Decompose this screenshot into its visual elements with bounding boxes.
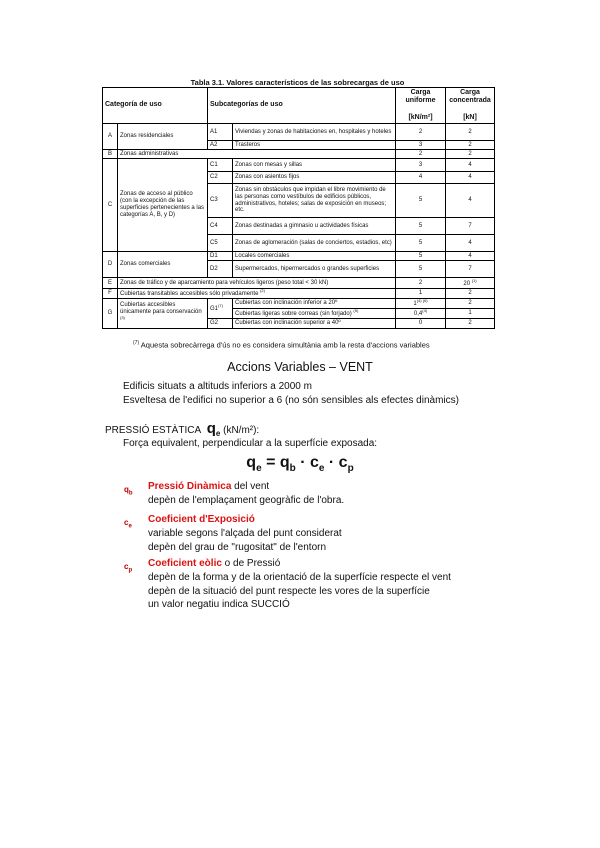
subcategory-desc: Zonas destinadas a gimnasio u actividades físicas: [233, 218, 396, 235]
subcategory-code: C3: [208, 184, 233, 218]
subcategory-code: A2: [208, 141, 233, 150]
concentrated-value: 4: [446, 252, 495, 261]
table-row: [103, 150, 495, 159]
concentrated-value: 2: [446, 124, 495, 141]
concentrated-value: 1: [446, 308, 495, 318]
concentrated-value: 2: [446, 150, 495, 159]
category-letter: D: [103, 252, 118, 278]
category-letter: E: [103, 278, 118, 289]
concentrated-value: 7: [446, 218, 495, 235]
table-row: [103, 159, 495, 172]
table-row: [103, 252, 495, 261]
pressure-description: Força equivalent, perpendicular a la superfície exposada:: [123, 438, 378, 449]
subcategory-desc: Cubiertas ligeras sobre correas (sin forjado) $^{(5)}$: [233, 308, 396, 318]
uniform-value: 4: [396, 172, 446, 184]
header-subcategory: Subcategorías de uso: [208, 88, 396, 124]
ce-line-2: depèn del grau de "rugositat" de l'entorn: [148, 542, 327, 553]
uniform-value: 2: [396, 278, 446, 289]
subcategory-desc: Zonas sin obstáculos que impidan el libre movimiento de las personas como vestíbulos de edificios públicos, administrativos, hoteles; salas de exposición en museos; etc.: [233, 184, 396, 218]
subcategory-code: A1: [208, 124, 233, 141]
header-concentrated: Carga concentrada [kN]: [446, 88, 495, 124]
concentrated-value: 4: [446, 184, 495, 218]
uniform-value: 1: [396, 289, 446, 299]
category-name: Zonas residenciales: [118, 124, 208, 150]
subcategory-desc: Viviendas y zonas de habitaciones en, hospitales y hoteles: [233, 124, 396, 141]
uniform-value: 5: [396, 235, 446, 252]
formula: $q_e = q_b \cdot c_e \cdot c_p$: [246, 454, 354, 475]
table-row: [103, 278, 495, 289]
category-name: Cubiertas accesibles únicamente para conservación $^{(3)}$: [118, 298, 208, 328]
subcategory-code: C2: [208, 172, 233, 184]
subcategory-code: D2: [208, 261, 233, 278]
subcategory-desc: Trasteros: [233, 141, 396, 150]
category-name: Cubiertas transitables accesibles sólo privadamente $^{(2)}$: [118, 289, 396, 299]
subcategory-code: C1: [208, 159, 233, 172]
subcategory-desc: Supermercados, hipermercados o grandes superficies: [233, 261, 396, 278]
table-footnote: $^{(7)}$ Aquesta sobrecàrrega d'ús no es considera simultània amb la resta d'accions variables: [133, 340, 430, 350]
ce-line-1: variable segons l'alçada del punt considerat: [148, 528, 342, 539]
category-name: Zonas administrativas: [118, 150, 396, 159]
table-row: [103, 289, 495, 299]
uniform-value: 2: [396, 124, 446, 141]
subcategory-desc: Zonas con asientos fijos: [233, 172, 396, 184]
condition-altitude: Edificis situats a altituds inferiors a 2000 m: [123, 381, 312, 392]
header-uniform: Carga uniforme [kN/m²]: [396, 88, 446, 124]
table-row: [103, 124, 495, 141]
cp-title: Coeficient eòlic o de Pressió: [148, 558, 281, 569]
subcategory-code: G1$^{(7)}$: [208, 298, 233, 318]
concentrated-value: 4: [446, 235, 495, 252]
table-title: Tabla 3.1. Valores característicos de las sobrecargas de uso: [190, 78, 405, 87]
category-letter: B: [103, 150, 118, 159]
qb-symbol: $q_b$: [124, 485, 133, 497]
concentrated-value: 7: [446, 261, 495, 278]
cp-line-3: un valor negatiu indica SUCCIÓ: [148, 599, 290, 610]
category-letter: C: [103, 159, 118, 252]
qb-line-1: depèn de l'emplaçament geogràfic de l'obra.: [148, 495, 345, 506]
uniform-value: 0,4$^{(4)}$: [396, 308, 446, 318]
category-letter: F: [103, 289, 118, 299]
pressure-heading: PRESSIÓ ESTÀTICA $q_e$ (kN/m²):: [105, 420, 260, 438]
subcategory-desc: Cubiertas con inclinación superior a 40º: [233, 318, 396, 328]
loads-table: [102, 87, 495, 329]
concentrated-value: 2: [446, 298, 495, 308]
concentrated-value: 20 $^{(1)}$: [446, 278, 495, 289]
concentrated-value: 2: [446, 318, 495, 328]
concentrated-value: 2: [446, 289, 495, 299]
table-row: [103, 298, 495, 308]
uniform-value: 3: [396, 141, 446, 150]
uniform-value: $1^{(4) (6)}$: [396, 298, 446, 308]
table-header-row: [103, 88, 495, 124]
category-name: Zonas de acceso al público (con la excepción de las superficies pertenecientes a las categorías A, B, y D): [118, 159, 208, 252]
category-letter: A: [103, 124, 118, 150]
category-name: Zonas de tráfico y de aparcamiento para vehículos ligeros (peso total < 30 kN): [118, 278, 396, 289]
uniform-value: 2: [396, 150, 446, 159]
cp-symbol: $c_p$: [124, 562, 133, 574]
subcategory-desc: Zonas de aglomeración (salas de conciertos, estadios, etc): [233, 235, 396, 252]
concentrated-value: 2: [446, 141, 495, 150]
subcategory-code: G2: [208, 318, 233, 328]
subcategory-desc: Locales comerciales: [233, 252, 396, 261]
ce-title: Coeficient d'Exposició: [148, 514, 255, 525]
cp-line-2: depèn de la situació del punt respecte les vores de la superfície: [148, 586, 430, 597]
concentrated-value: 4: [446, 159, 495, 172]
subcategory-code: C5: [208, 235, 233, 252]
subcategory-code: D1: [208, 252, 233, 261]
cp-line-1: depèn de la forma y de la orientació de la superfície respecte el vent: [148, 572, 451, 583]
ce-symbol: $c_e$: [124, 518, 132, 530]
uniform-value: 5: [396, 218, 446, 235]
uniform-value: 0: [396, 318, 446, 328]
subcategory-desc: Cubiertas con inclinación inferior a 20º: [233, 298, 396, 308]
category-name: Zonas comerciales: [118, 252, 208, 278]
uniform-value: 5: [396, 261, 446, 278]
subcategory-code: C4: [208, 218, 233, 235]
section-title: Accions Variables – VENT: [227, 360, 373, 374]
uniform-value: 5: [396, 252, 446, 261]
condition-slenderness: Esveltesa de l'edifici no superior a 6 (no són sensibles als efectes dinàmics): [123, 395, 459, 406]
subcategory-desc: Zonas con mesas y sillas: [233, 159, 396, 172]
qb-title: Pressió Dinàmica del vent: [148, 481, 270, 492]
category-letter: G: [103, 298, 118, 328]
uniform-value: 3: [396, 159, 446, 172]
header-category: Categoría de uso: [103, 88, 208, 124]
uniform-value: 5: [396, 184, 446, 218]
concentrated-value: 4: [446, 172, 495, 184]
